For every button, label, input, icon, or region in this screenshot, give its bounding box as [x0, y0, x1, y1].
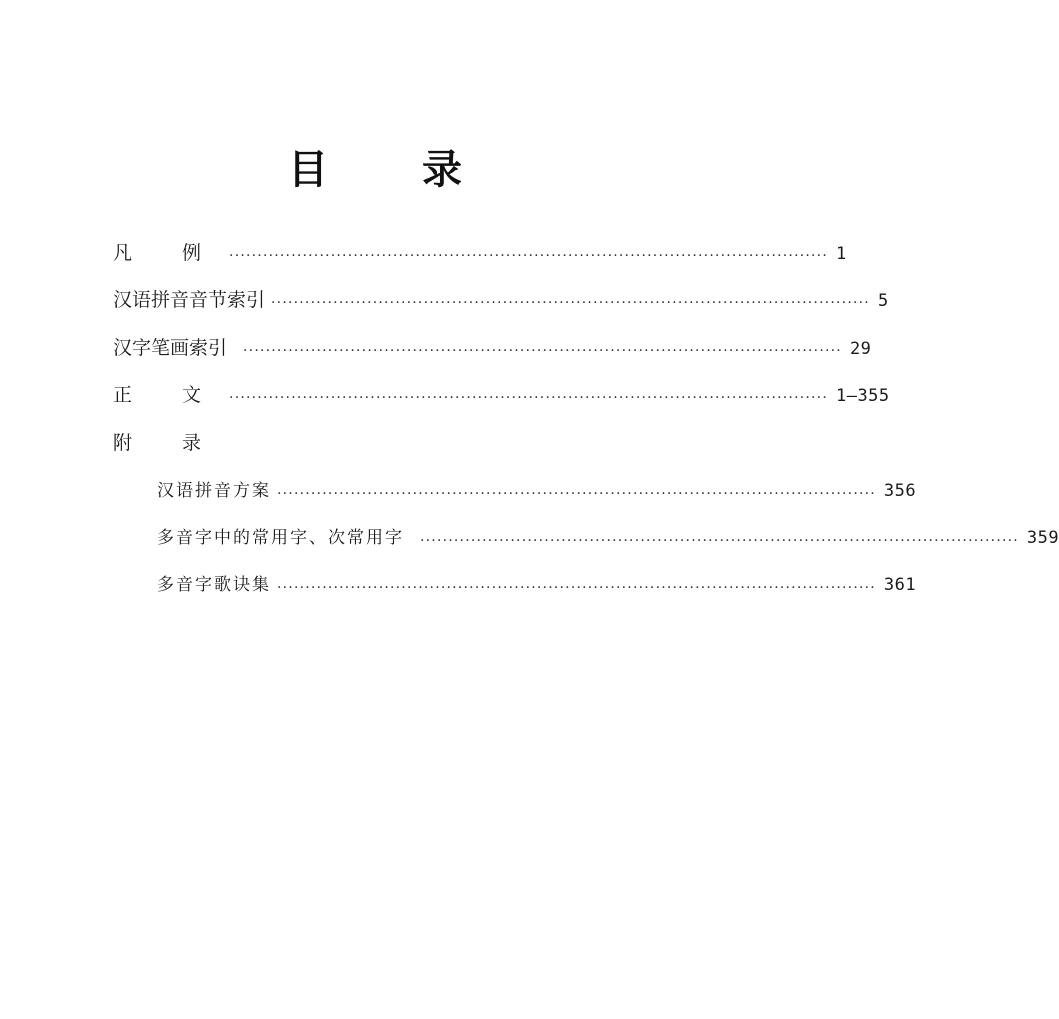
toc-page-number: 359 — [1026, 528, 1059, 548]
toc-entry-label: 汉字笔画索引 — [113, 337, 228, 359]
toc-page-number: 1—355 — [835, 386, 890, 406]
toc-entry-label: 凡 例 — [113, 242, 224, 264]
page-title: 目 录 — [288, 146, 502, 193]
dot-leader: ·········································································································· — [229, 248, 828, 264]
dot-leader: ·········································································································· — [229, 390, 828, 406]
dot-leader: ·········································································································· — [277, 580, 876, 596]
toc-page-number: 1 — [835, 244, 847, 264]
dot-leader: ·········································································································· — [243, 343, 842, 359]
toc-page-number: 361 — [883, 575, 917, 595]
toc-page-number: 356 — [883, 481, 917, 501]
toc-page-number: 29 — [849, 339, 872, 359]
toc-entry-pinyin-index[interactable] — [113, 287, 889, 313]
toc-entry-label: 汉语拼音方案 — [157, 481, 271, 501]
toc-entry-main-text[interactable] — [113, 382, 890, 408]
dot-leader: ·········································································································· — [271, 295, 870, 311]
toc-entry-label: 汉语拼音音节索引 — [113, 289, 266, 311]
dot-leader: ·········································································································· — [420, 533, 1019, 549]
toc-sub-entry-polyphonic-rhymes[interactable] — [157, 572, 917, 598]
dot-leader: ·········································································································· — [277, 486, 876, 502]
toc-page-number: 5 — [877, 291, 889, 311]
toc-entry-stroke-index[interactable] — [113, 335, 872, 361]
toc-entry-fanli[interactable] — [113, 240, 847, 266]
toc-entry-appendix — [113, 430, 646, 456]
toc-section-label: 附 录 — [113, 432, 224, 454]
toc-sub-entry-pinyin-scheme[interactable] — [157, 478, 917, 504]
toc-entry-label: 多音字中的常用字、次常用字 — [157, 528, 404, 548]
toc-sub-entry-polyphonic-common[interactable] — [157, 525, 1059, 551]
toc-entry-label: 正 文 — [113, 384, 224, 406]
toc-entry-label: 多音字歌诀集 — [157, 575, 271, 595]
